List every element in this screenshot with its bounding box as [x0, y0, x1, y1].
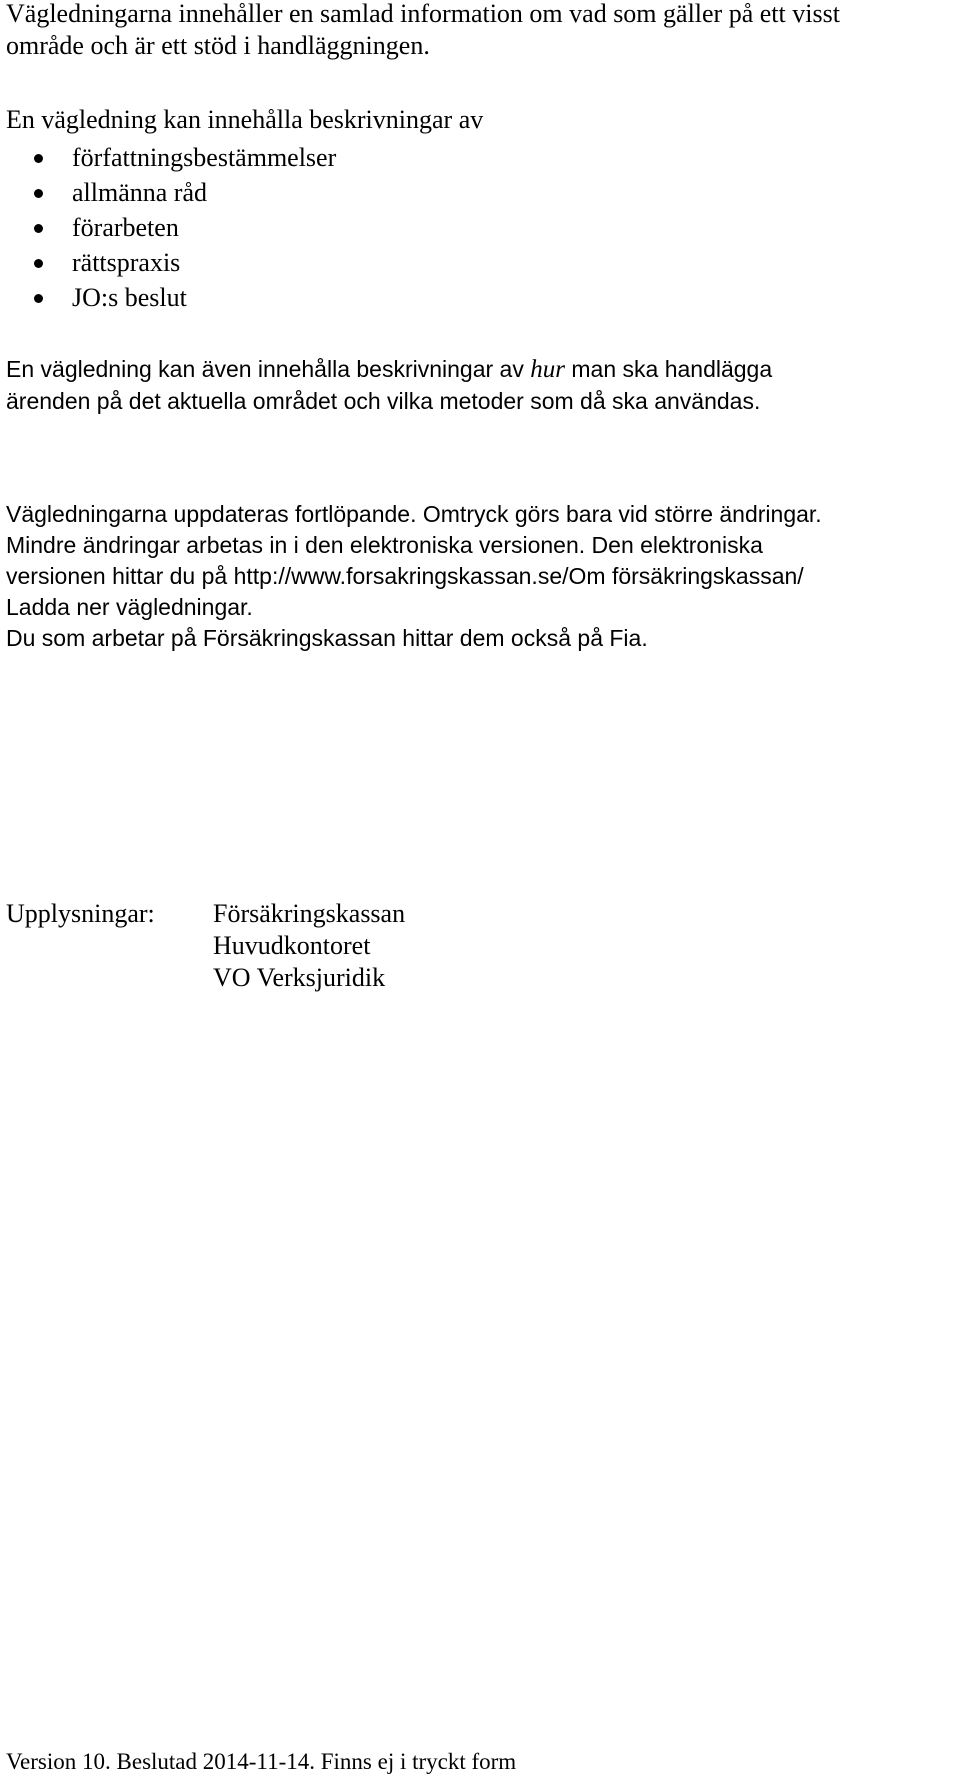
contact-label: Upplysningar: — [6, 899, 155, 928]
method-text-before: En vägledning kan även innehålla beskrivningar av — [6, 356, 531, 382]
bullet-icon — [34, 294, 43, 303]
bullet-icon — [34, 154, 43, 163]
intro-line-2: område och är ett stöd i handläggningen. — [6, 31, 430, 60]
content-types-list — [0, 140, 336, 315]
contact-office: Huvudkontoret — [213, 931, 371, 960]
bullet-icon — [34, 259, 43, 268]
list-item-label: allmänna råd — [72, 178, 207, 207]
update-line-3: versionen hittar du på http://www.forsakringskassan.se/Om försäkringskassan/ — [6, 563, 804, 589]
list-item — [0, 280, 336, 315]
method-text-after: man ska handlägga — [564, 356, 773, 382]
update-paragraph — [6, 499, 946, 654]
list-intro-text — [6, 104, 946, 136]
contact-organization: Försäkringskassan — [213, 899, 406, 928]
method-line-2: ärenden på det aktuella området och vilka metoder som då ska användas. — [6, 388, 761, 414]
update-line-1: Vägledningarna uppdateras fortlöpande. Omtryck görs bara vid större ändringar. — [6, 501, 822, 527]
list-intro-line: En vägledning kan innehålla beskrivningar av — [6, 105, 484, 134]
list-item — [0, 175, 336, 210]
method-emphasis: hur — [530, 356, 565, 383]
bullet-icon — [34, 189, 43, 198]
list-item-label: rättspraxis — [72, 248, 181, 277]
list-item-label: förarbeten — [72, 213, 179, 242]
method-line-1 — [6, 354, 946, 386]
list-item-label: JO:s beslut — [72, 283, 187, 312]
update-line-2: Mindre ändringar arbetas in i den elektroniska versionen. Den elektroniska — [6, 532, 763, 558]
list-item — [0, 245, 336, 280]
list-item — [0, 140, 336, 175]
list-item — [0, 210, 336, 245]
update-line-4: Ladda ner vägledningar. — [6, 594, 253, 620]
version-footer: Version 10. Beslutad 2014-11-14. Finns ej i tryckt form — [6, 1749, 517, 1774]
intro-paragraph — [6, 0, 946, 62]
contact-department: VO Verksjuridik — [213, 963, 386, 992]
contact-details — [213, 898, 405, 994]
update-line-5: Du som arbetar på Försäkringskassan hittar dem också på Fia. — [6, 625, 648, 651]
intro-line-1: Vägledningarna innehåller en samlad information om vad som gäller på ett visst — [6, 0, 840, 28]
method-paragraph — [6, 354, 946, 417]
bullet-icon — [34, 224, 43, 233]
list-item-label: författningsbestämmelser — [72, 143, 337, 172]
